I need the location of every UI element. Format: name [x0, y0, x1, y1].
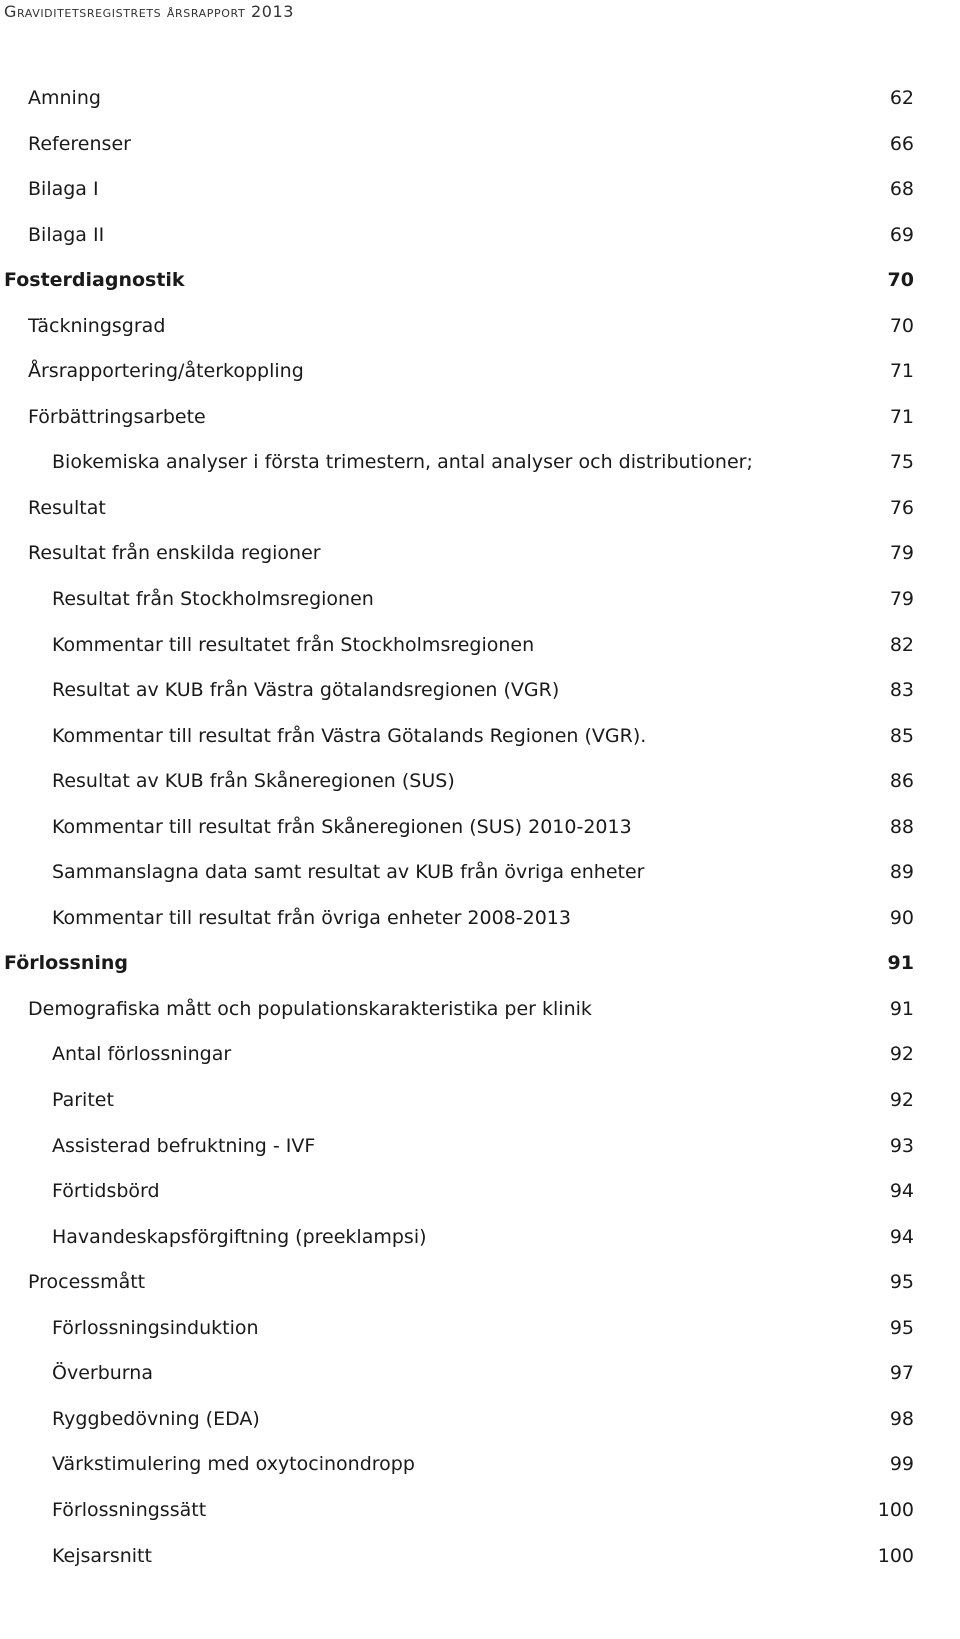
toc-entry-title: Kejsarsnitt: [52, 1544, 152, 1567]
toc-page-number: 85: [889, 724, 914, 747]
toc-entry[interactable]: [0, 349, 960, 395]
toc-entry-title: Förlossningssätt: [52, 1498, 207, 1521]
toc-entry-title: Resultat från Stockholmsregionen: [52, 588, 374, 611]
toc-page-number: 91: [889, 997, 914, 1020]
toc-page-number: 100: [877, 1498, 914, 1521]
toc-entry[interactable]: [0, 122, 960, 168]
toc-entry[interactable]: [0, 1124, 960, 1170]
toc-entry[interactable]: [0, 623, 960, 669]
toc-entry-title: Förbättringsarbete: [28, 405, 206, 428]
toc-entry-title: Resultat av KUB från Skåneregionen (SUS): [52, 770, 455, 793]
toc-page-number: 90: [889, 906, 914, 929]
toc-entry-title: Förlossning: [4, 952, 128, 975]
toc-entry-title: Demografiska mått och populationskarakteristika per klinik: [28, 997, 592, 1020]
toc-entry[interactable]: [0, 213, 960, 259]
toc-entry[interactable]: [0, 577, 960, 623]
toc-entry[interactable]: [0, 1488, 960, 1534]
toc-page-number: 94: [889, 1180, 914, 1203]
toc-entry[interactable]: [0, 759, 960, 805]
toc-entry[interactable]: [0, 1534, 960, 1580]
toc-page-number: 69: [889, 223, 914, 246]
toc-entry-title: Havandeskapsförgiftning (preeklampsi): [52, 1225, 427, 1248]
toc-entry-title: Resultat: [28, 496, 106, 519]
toc-page-number: 86: [889, 770, 914, 793]
toc-page-number: 76: [889, 496, 914, 519]
toc-page-number: 75: [889, 451, 914, 474]
toc-entry-title: Täckningsgrad: [28, 314, 166, 337]
toc-page-number: 97: [889, 1362, 914, 1385]
toc-entry[interactable]: [0, 167, 960, 213]
toc-entry[interactable]: [0, 714, 960, 760]
toc-page-number: 71: [889, 360, 914, 383]
toc-entry-title: Förtidsbörd: [52, 1180, 160, 1203]
toc-entry-title: Kommentar till resultatet från Stockholmsregionen: [52, 633, 535, 656]
toc-entry[interactable]: [0, 440, 960, 486]
toc-entry-title: Kommentar till resultat från övriga enheter 2008-2013: [52, 906, 571, 929]
toc-page-number: 93: [889, 1134, 914, 1157]
toc-entry-title: Paritet: [52, 1089, 114, 1112]
toc-page-number: 71: [889, 405, 914, 428]
toc-entry-title: Bilaga I: [28, 178, 99, 201]
toc-page-number: 79: [889, 542, 914, 565]
toc-entry[interactable]: [0, 395, 960, 441]
toc-entry-title: Bilaga II: [28, 223, 105, 246]
toc-entry[interactable]: [0, 1032, 960, 1078]
toc-entry[interactable]: [0, 1397, 960, 1443]
toc-page-number: 68: [889, 178, 914, 201]
toc-entry[interactable]: [0, 304, 960, 350]
toc-entry-title: Årsrapportering/återkoppling: [28, 360, 304, 383]
toc-page-number: 94: [889, 1225, 914, 1248]
toc-page-number: 82: [889, 633, 914, 656]
toc-page-number: 91: [887, 952, 914, 975]
toc-section-heading[interactable]: [0, 941, 960, 987]
toc-entry-title: Ryggbedövning (EDA): [52, 1407, 260, 1430]
toc-entry[interactable]: [0, 1442, 960, 1488]
toc-page-number: 95: [889, 1316, 914, 1339]
toc-entry[interactable]: [0, 531, 960, 577]
toc-entry[interactable]: [0, 1078, 960, 1124]
toc-entry-title: Resultat av KUB från Västra götalandsregionen (VGR): [52, 679, 560, 702]
toc-page-number: 88: [889, 815, 914, 838]
toc-entry-title: Amning: [28, 87, 101, 109]
toc-page-number: 62: [889, 87, 914, 109]
toc-entry-title: Sammanslagna data samt resultat av KUB från övriga enheter: [52, 861, 645, 884]
toc-entry[interactable]: [0, 668, 960, 714]
toc-entry[interactable]: [0, 850, 960, 896]
toc-entry[interactable]: [0, 486, 960, 532]
toc-entry-title: Förlossningsinduktion: [52, 1316, 259, 1339]
toc-entry[interactable]: [0, 1306, 960, 1352]
toc-page-number: 98: [889, 1407, 914, 1430]
toc-entry-title: Resultat från enskilda regioner: [28, 542, 321, 565]
toc-entry-title: Referenser: [28, 132, 131, 155]
toc-entry-title: Kommentar till resultat från Västra Götalands Regionen (VGR).: [52, 724, 647, 747]
toc-page-number: 100: [877, 1544, 914, 1567]
toc-entry-title: Värkstimulering med oxytocinondropp: [52, 1453, 415, 1476]
toc-entry-title: Biokemiska analyser i första trimestern, antal analyser och distributioner;: [52, 451, 753, 474]
toc-entry[interactable]: [0, 1169, 960, 1215]
toc-entry[interactable]: [0, 76, 960, 122]
toc-entry-title: Processmått: [28, 1271, 146, 1294]
toc-entry[interactable]: [0, 1215, 960, 1261]
toc-page-number: 92: [889, 1043, 914, 1066]
toc-page-number: 89: [889, 861, 914, 884]
toc-page-number: 92: [889, 1089, 914, 1112]
toc-entry-title: Kommentar till resultat från Skåneregionen (SUS) 2010-2013: [52, 815, 632, 838]
toc-page-number: 79: [889, 588, 914, 611]
toc-page-number: 95: [889, 1271, 914, 1294]
toc-page-number: 70: [889, 314, 914, 337]
table-of-contents: [0, 76, 960, 1579]
toc-entry[interactable]: [0, 805, 960, 851]
toc-entry-title: Överburna: [52, 1362, 153, 1385]
running-header: Graviditetsregistrets årsrapport 2013: [4, 2, 295, 21]
toc-page-number: 99: [889, 1453, 914, 1476]
toc-entry[interactable]: [0, 1260, 960, 1306]
toc-page-number: 66: [889, 132, 914, 155]
toc-page-number: 83: [889, 679, 914, 702]
toc-entry-title: Antal förlossningar: [52, 1043, 232, 1066]
toc-page-number: 70: [887, 269, 914, 292]
toc-section-heading[interactable]: [0, 258, 960, 304]
toc-entry[interactable]: [0, 987, 960, 1033]
toc-entry-title: Assisterad befruktning - IVF: [52, 1134, 316, 1157]
toc-entry[interactable]: [0, 896, 960, 942]
toc-entry-title: Fosterdiagnostik: [4, 269, 185, 292]
toc-entry[interactable]: [0, 1351, 960, 1397]
